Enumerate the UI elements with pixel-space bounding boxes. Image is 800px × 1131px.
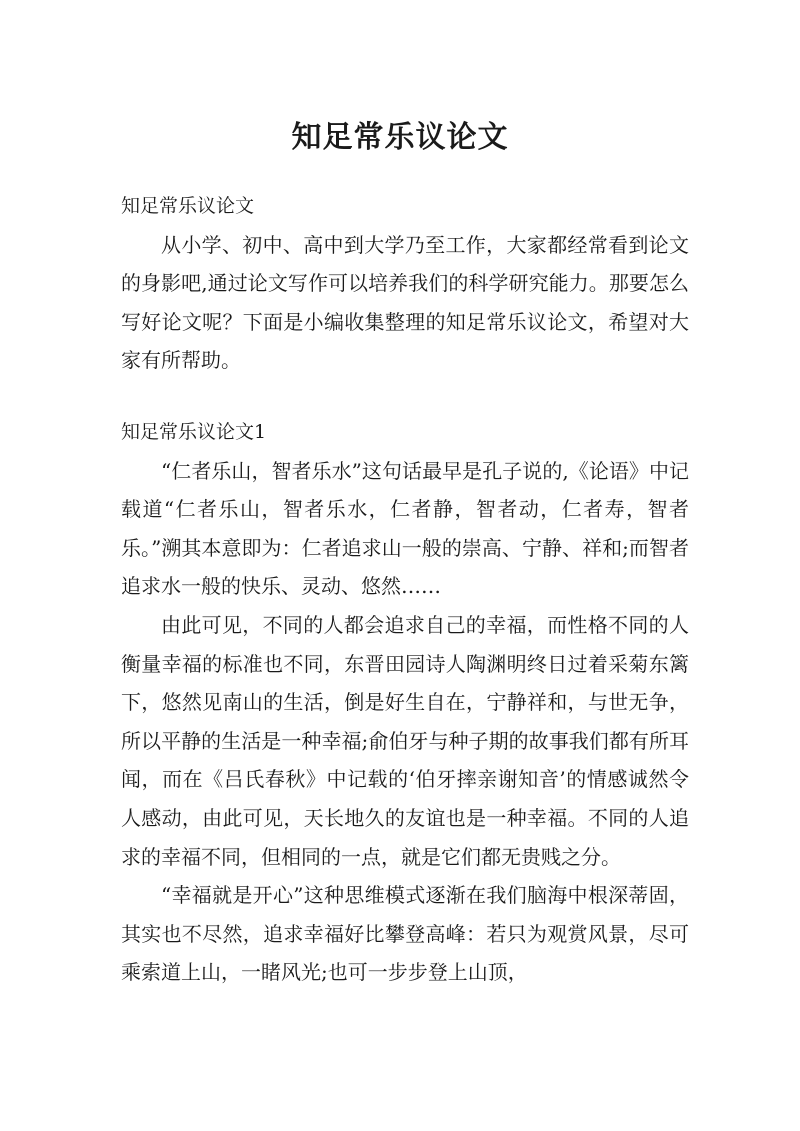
section-1-paragraph-2: 由此可见，不同的人都会追求自己的幸福，而性格不同的人衡量幸福的标准也不同，东晋田园诗人陶渊明终日过着采菊东篱下，悠然见南山的生活，倒是好生自在，宁静祥和，与世无争，所以平静的生活是一种幸福;俞伯牙与种子期的故事我们都有所耳闻，而在《吕氏春秋》中记载的‘伯牙摔亲谢知音’的情感诚然令人感动，由此可见，天长地久的友谊也是一种幸福。不同的人追求的幸福不同，但相同的一点，就是它们都无贵贱之分。 [121, 612, 689, 869]
section-1 [121, 413, 689, 992]
section-1-paragraph-1: “仁者乐山，智者乐水”这句话最早是孔子说的,《论语》中记载道“仁者乐山，智者乐水，仁者静，智者动，仁者寿，智者乐。”溯其本意即为：仁者追求山一般的崇高、宁静、祥和;而智者追求水一般的快乐、灵动、悠然…… [121, 458, 689, 599]
intro-section [121, 187, 689, 380]
section-1-heading: 知足常乐议论文1 [121, 421, 267, 443]
intro-paragraph: 从小学、初中、高中到大学乃至工作，大家都经常看到论文的身影吧,通过论文写作可以培养我们的科学研究能力。那要怎么写好论文呢？下面是小编收集整理的知足常乐议论文，希望对大家有所帮助。 [121, 232, 689, 373]
document-title: 知足常乐议论文 [291, 120, 509, 156]
section-1-paragraph-3: “幸福就是开心”这种思维模式逐渐在我们脑海中根深蒂固，其实也不尽然，追求幸福好比攀登高峰：若只为观赏风景，尽可乘索道上山，一睹风光;也可一步步登上山顶， [121, 883, 689, 985]
intro-heading: 知足常乐议论文 [121, 195, 255, 217]
